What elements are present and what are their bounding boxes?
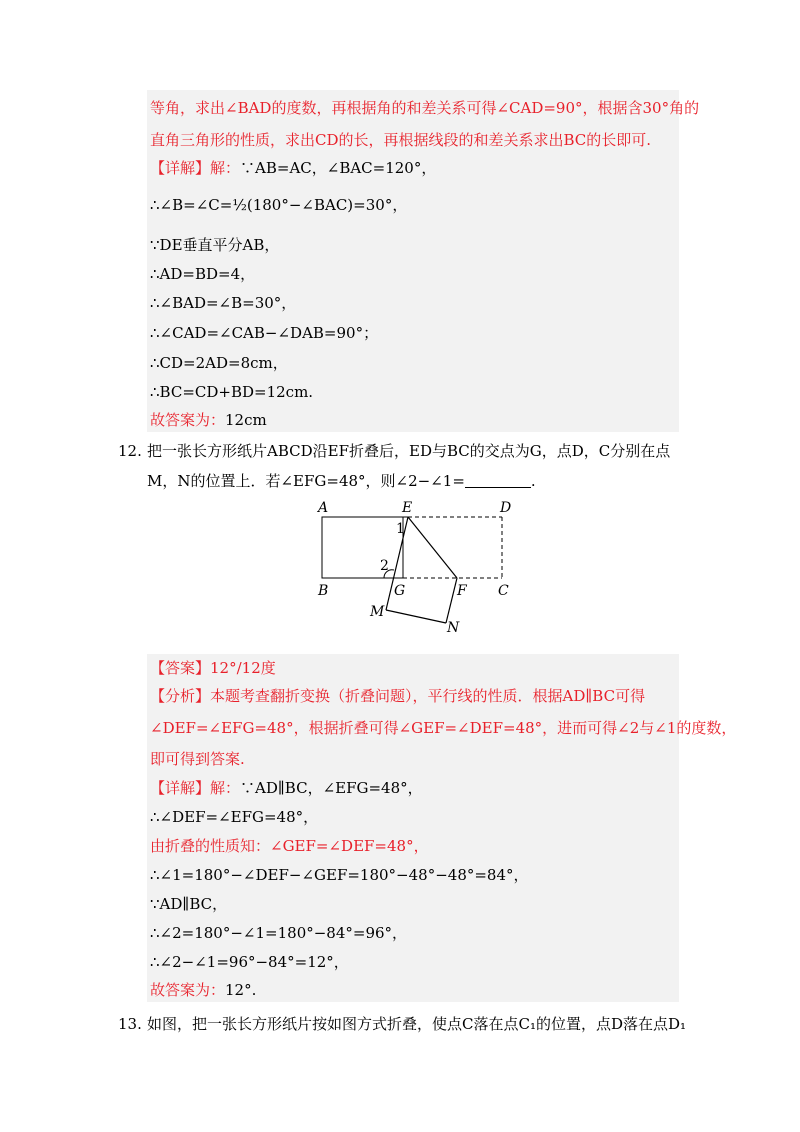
label-A: A	[318, 500, 329, 516]
solution-line: ∵AD∥BC，	[150, 895, 228, 913]
solution-line	[150, 778, 423, 798]
analysis-line: ∠DEF=∠EFG=48°，根据折叠可得∠GEF=∠DEF=48°，进而可得∠2与∠1的度数，	[150, 719, 737, 737]
label-angle-2: 2	[380, 558, 389, 574]
analysis-line: 即可得到答案.	[150, 750, 245, 768]
answer-value: 12°.	[225, 981, 257, 999]
answer-label: 【答案】	[150, 659, 211, 677]
question-text: 把一张长方形纸片ABCD沿EF折叠后，ED与BC的交点为G，点D，C分别在点	[147, 442, 671, 460]
label-G: G	[394, 583, 406, 599]
label-C: C	[498, 583, 509, 599]
solution-line: ∴∠B=∠C=½(180°−∠BAC)=30°，	[150, 196, 408, 214]
label-D: D	[500, 500, 512, 516]
analysis-line: 等角，求出∠BAD的度数，再根据角的和差关系可得∠CAD=90°，根据含30°角的	[150, 99, 700, 117]
answer-line	[150, 658, 276, 678]
detail-label: 【详解】解：	[150, 779, 241, 797]
question-number: 13.	[118, 1015, 142, 1033]
label-F: F	[457, 583, 467, 599]
solution-line: ∴∠2=180°−∠1=180°−84°=96°，	[150, 924, 408, 942]
solution-line: ∵DE垂直平分AB，	[150, 236, 280, 254]
label-M: M	[370, 604, 385, 620]
solution-line: ∴∠BAD=∠B=30°，	[150, 294, 297, 312]
answer-line	[150, 980, 256, 1000]
answer-value: 12°/12度	[210, 659, 276, 677]
question-number: 12.	[118, 442, 142, 460]
solution-line: ∴AD=BD=4，	[150, 265, 256, 283]
question-text-part: .	[530, 472, 536, 490]
question-text-part: M，N的位置上．若∠EFG=48°，则∠2−∠1=	[147, 472, 465, 490]
answer-label: 故答案为：	[150, 981, 226, 999]
label-E: E	[402, 500, 413, 516]
solution-line: ∴∠1=180°−∠DEF−∠GEF=180°−48°−48°=84°，	[150, 866, 529, 884]
edge-MN	[386, 610, 446, 623]
solution-line: ∴∠CAD=∠CAB−∠DAB=90°；	[150, 324, 379, 342]
solution-line: ∴CD=2AD=8cm，	[150, 354, 288, 372]
label-N: N	[447, 620, 460, 636]
analysis-line: 直角三角形的性质，求出CD的长，再根据线段的和差关系求出BC的长即可.	[150, 131, 652, 149]
detail-label: 【详解】解：	[150, 159, 241, 177]
detail-text: ∵AB=AC，∠BAC=120°，	[240, 159, 437, 177]
solution-line: ∴∠2−∠1=96°−84°=12°，	[150, 953, 349, 971]
solution-line: 由折叠的性质知：∠GEF=∠DEF=48°，	[150, 837, 429, 855]
edge-NF	[446, 578, 457, 623]
answer-value: 12cm	[225, 411, 267, 429]
label-angle-1: 1	[396, 521, 405, 537]
answer-label: 故答案为：	[150, 411, 226, 429]
rectangle-left-part	[322, 517, 403, 578]
label-B: B	[318, 583, 329, 599]
solution-line: ∴∠DEF=∠EFG=48°，	[150, 808, 319, 826]
question-text: 如图，把一张长方形纸片按如图方式折叠，使点C落在点C₁的位置，点D落在点D₁	[147, 1015, 687, 1033]
analysis-line: 【分析】本题考查翻折变换（折叠问题），平行线的性质．根据AD∥BC可得	[150, 687, 646, 705]
detail-text: ∵AD∥BC，∠EFG=48°，	[240, 779, 423, 797]
solution-line: ∴BC=CD+BD=12cm.	[150, 383, 314, 401]
solution-block-12	[147, 654, 737, 1002]
fold-line-EF	[408, 517, 457, 578]
